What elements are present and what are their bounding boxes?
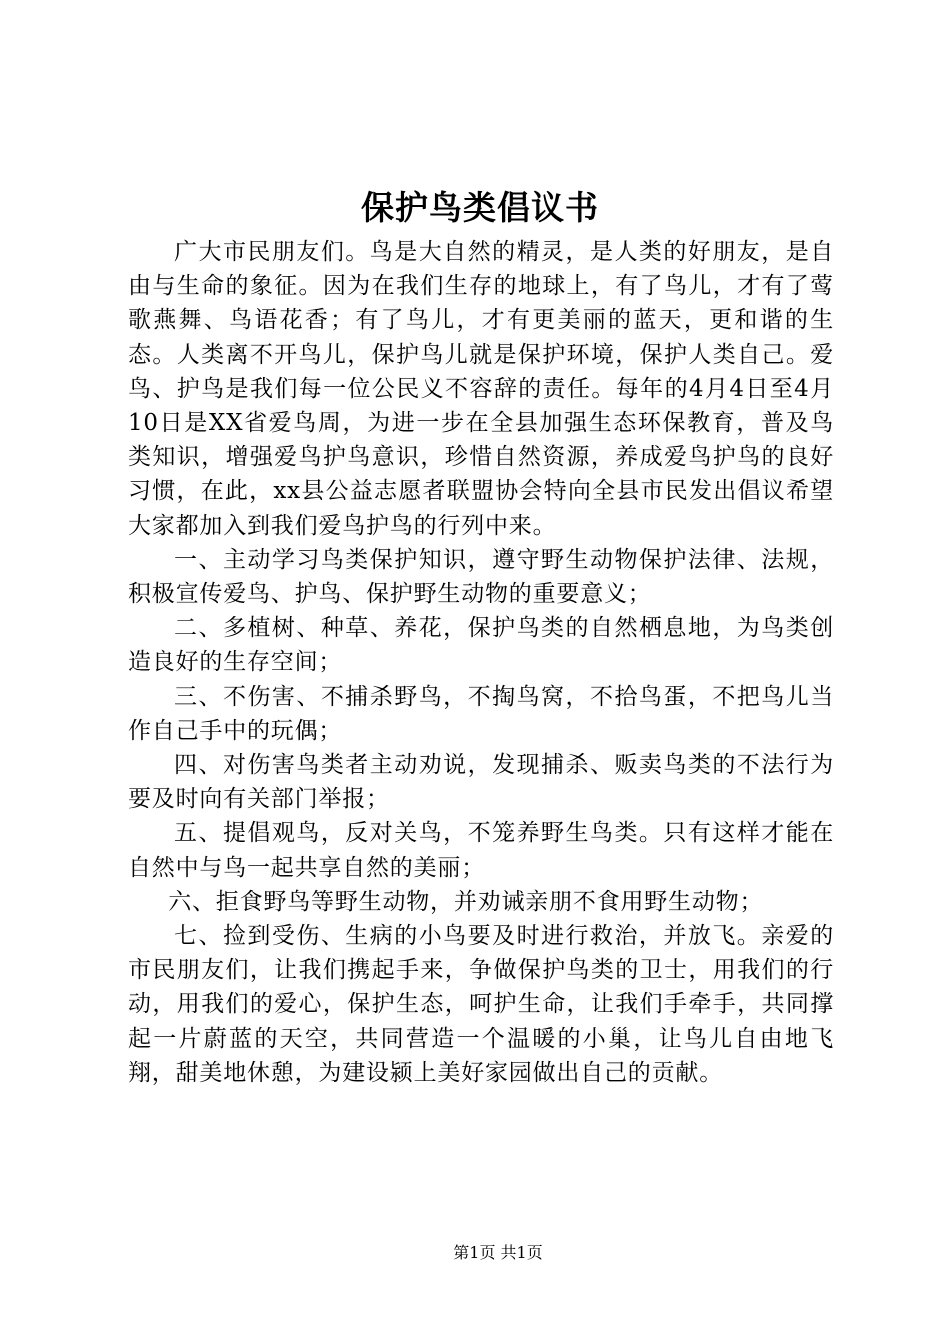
document-body bbox=[128, 235, 834, 1090]
document-title: 保护鸟类倡议书 bbox=[361, 188, 599, 227]
paragraph-item-3: 三、不伤害、不捕杀野鸟，不掏鸟窝，不拾鸟蛋，不把鸟儿当作自己手中的玩偶； bbox=[128, 683, 834, 744]
paragraph-item-5: 五、提倡观鸟，反对关鸟，不笼养野生鸟类。只有这样才能在自然中与鸟一起共享自然的美丽； bbox=[128, 820, 834, 881]
paragraph-item-6: 六、拒食野鸟等野生动物，并劝诫亲朋不食用野生动物； bbox=[168, 888, 764, 915]
paragraph-item-4: 四、对伤害鸟类者主动劝说，发现捕杀、贩卖鸟类的不法行为要及时向有关部门举报； bbox=[128, 752, 834, 813]
paragraph-item-2: 二、多植树、种草、养花，保护鸟类的自然栖息地，为鸟类创造良好的生存空间； bbox=[128, 615, 834, 676]
page-number-footer: 第1页 共1页 bbox=[453, 1243, 543, 1262]
paragraph-intro: 广大市民朋友们。鸟是大自然的精灵，是人类的好朋友，是自由与生命的象征。因为在我们生存的地球上，有了鸟儿，才有了莺歌燕舞、鸟语花香；有了鸟儿，才有更美丽的蓝天，更和谐的生态。人类离不开鸟儿，保护鸟儿就是保护环境，保护人类自己。爱鸟、护鸟是我们每一位公民义不容辞的责任。每年的4月4日至4月10日是XX省爱鸟周，为进一步在全县加强生态环保教育，普及鸟类知识，增强爱鸟护鸟意识，珍惜自然资源，养成爱鸟护鸟的良好习惯，在此，xx县公益志愿者联盟协会特向全县市民发出倡议希望大家都加入到我们爱鸟护鸟的行列中来。 bbox=[128, 239, 834, 539]
paragraph-item-7: 七、捡到受伤、生病的小鸟要及时进行救治，并放飞。亲爱的市民朋友们，让我们携起手来，争做保护鸟类的卫士，用我们的行动，用我们的爱心，保护生态，呵护生命，让我们手牵手，共同撑起一片蔚蓝的天空，共同营造一个温暖的小巢，让鸟儿自由地飞翔，甜美地休憩，为建设颍上美好家园做出自己的贡献。 bbox=[128, 923, 834, 1086]
paragraph-item-1: 一、主动学习鸟类保护知识，遵守野生动物保护法律、法规，积极宣传爱鸟、护鸟、保护野生动物的重要意义； bbox=[128, 546, 834, 608]
